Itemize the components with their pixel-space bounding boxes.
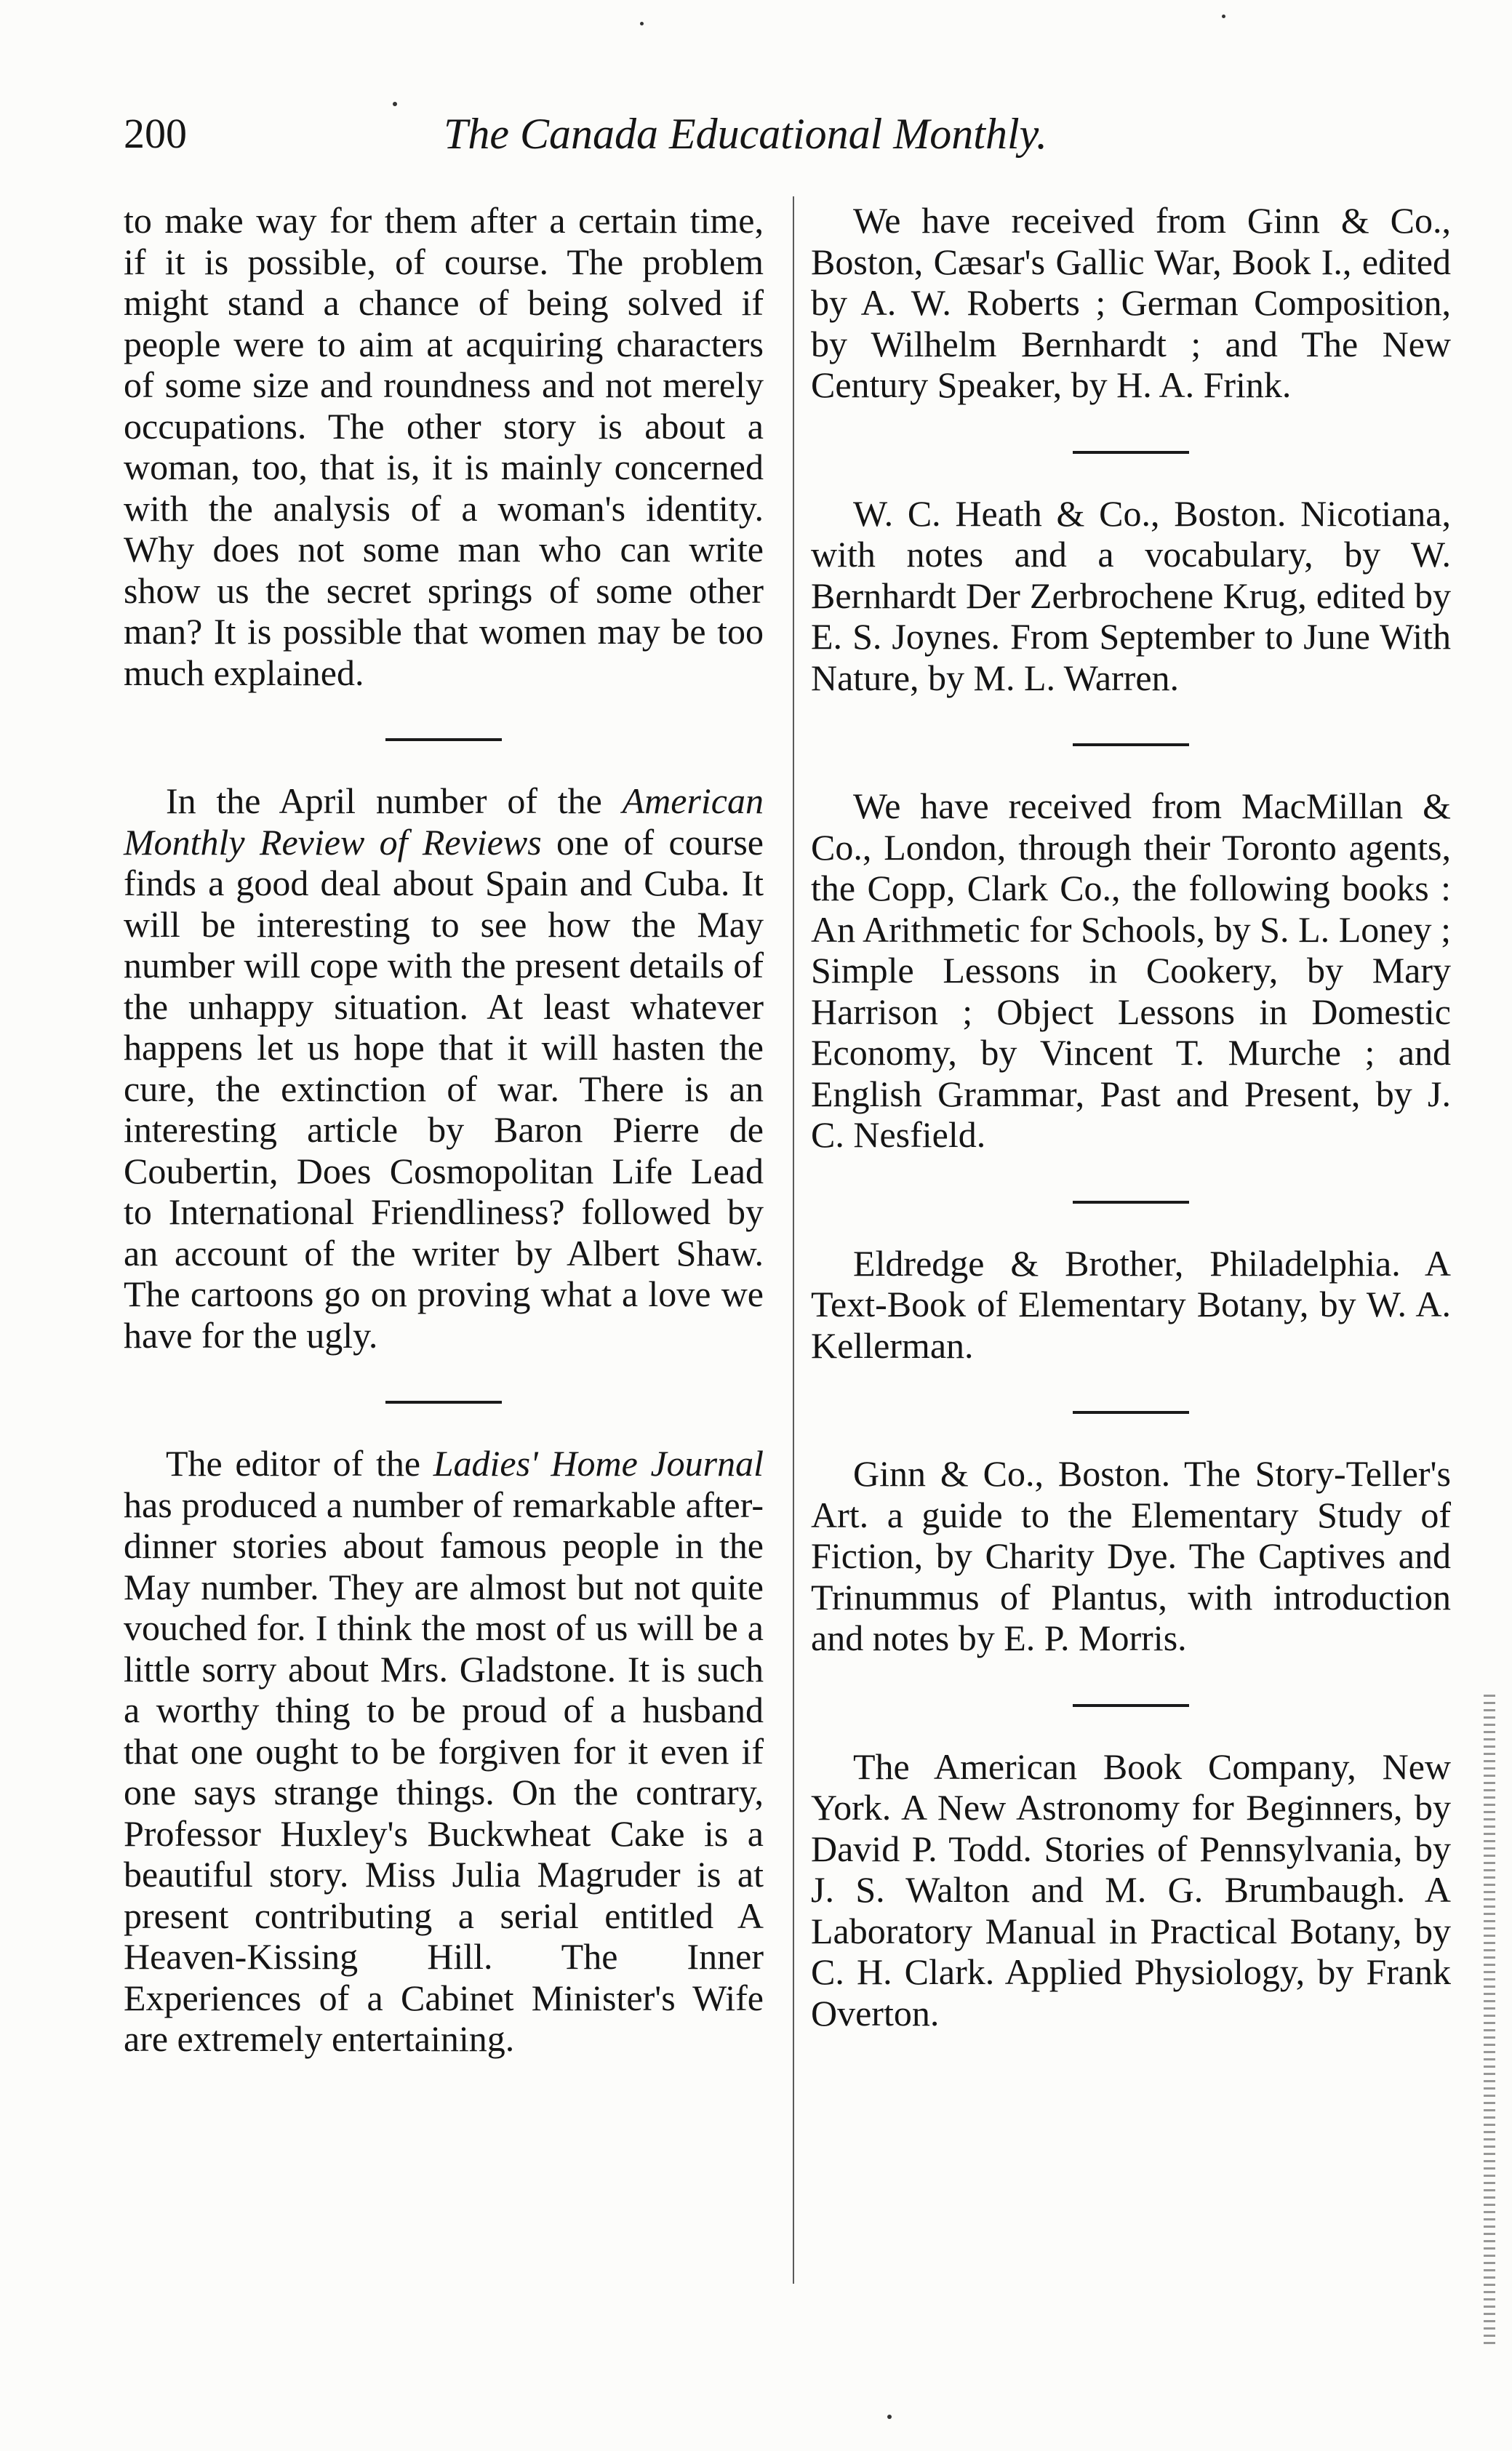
scan-speck xyxy=(640,22,644,25)
page-header xyxy=(124,109,1142,167)
section-divider xyxy=(1073,1201,1189,1204)
scan-speck xyxy=(887,2415,892,2419)
magazine-title: American Monthly Review of Reviews xyxy=(124,780,764,863)
magazine-title: Ladies' Home Journal xyxy=(433,1443,764,1484)
paragraph-ladies-home-journal: The editor of the Ladies' Home Journal has produced a number of remarkable after-dinner stories about famous people in the May number. They are almost but not quite vouched for. I think the most of us will be a little sorry about Mrs. Gladstone. It is such a worthy thing to be proud of a husband that one ought to be forgiven for it even if one says strange things. On the contrary, Professor Huxley's Buckwheat Cake is a beautiful story. Miss Julia Magruder is at present contributing a serial entitled A Heaven-Kissing Hill. The Inner Experiences of a Cabinet Minister's Wife are extremely entertaining. xyxy=(124,1443,764,2059)
section-divider xyxy=(1073,451,1189,454)
notice-american-book-company: The American Book Company, New York. A New Astronomy for Beginners, by David P. Todd. Stories of Pennsylvania, by J. S. Walton and M. G. Brumbaugh. A Laboratory Manual in Practical Botany, by C. H. Clark. Applied Physiology, by Frank Overton. xyxy=(811,1746,1451,2034)
notice-ginn-co-boston: Ginn & Co., Boston. The Story-Teller's Art. a guide to the Elementary Study of Fiction, by Charity Dye. The Captives and Trinummus of Plantus, with introduction and notes by E. P. Morris. xyxy=(811,1453,1451,1658)
section-divider xyxy=(385,738,502,741)
paragraph-continued: to make way for them after a certain time, if it is possible, of course. The problem might stand a chance of being solved if people were to aim at acquiring characters of some size and roundness and not merely occupations. The other story is about a woman, too, that is, it is mainly concerned with the analysis of a woman's identity. Why does not some man who can write show us the secret springs of some other man? It is possible that women may be too much explained. xyxy=(124,200,764,693)
right-column xyxy=(811,200,1451,2034)
page-number: 200 xyxy=(124,110,187,157)
notice-ginn-co: We have received from Ginn & Co., Boston, Cæsar's Gallic War, Book I., edited by A. W. Roberts ; German Composition, by Wilhelm Bernhardt ; and The New Century Speaker, by H. A. Frink. xyxy=(811,200,1451,405)
left-column xyxy=(124,200,764,2060)
section-divider xyxy=(1073,1411,1189,1414)
notice-macmillan-co: We have received from MacMillan & Co., London, through their Toronto agents, the Copp, Clark Co., the following books : An Arithmetic for Schools, by S. L. Loney ; Simple Lessons in Cookery, by Mary Harrison ; Object Lessons in Domestic Economy, by Vincent T. Murche ; and English Grammar, Past and Present, by J. C. Nesfield. xyxy=(811,785,1451,1155)
scan-speck xyxy=(393,102,397,106)
scan-speck xyxy=(1222,15,1225,18)
section-divider xyxy=(385,1401,502,1404)
paragraph-review-of-reviews: In the April number of the American Monthly Review of Reviews one of course finds a good deal about Spain and Cuba. It will be interesting to see how the May number will cope with the present details of the unhappy situation. At least whatever happens let us hope that it will hasten the cure, the extinction of war. There is an interesting article by Baron Pierre de Coubertin, Does Cosmopolitan Life Lead to International Friendliness? followed by an account of the writer by Albert Shaw. The cartoons go on proving what a love we have for the ugly. xyxy=(124,780,764,1356)
column-divider-line xyxy=(793,196,794,2284)
section-divider xyxy=(1073,743,1189,746)
notice-eldredge-brother: Eldredge & Brother, Philadelphia. A Text-Book of Elementary Botany, by W. A. Kellerman. xyxy=(811,1242,1451,1366)
scan-edge-marks xyxy=(1484,1695,1495,2349)
notice-heath-co: W. C. Heath & Co., Boston. Nicotiana, with notes and a vocabulary, by W. Bernhardt Der Zerbrochene Krug, edited by E. S. Joynes. From September to June With Nature, by M. L. Warren. xyxy=(811,492,1451,698)
running-title: The Canada Educational Monthly. xyxy=(444,110,1047,158)
section-divider xyxy=(1073,1704,1189,1707)
